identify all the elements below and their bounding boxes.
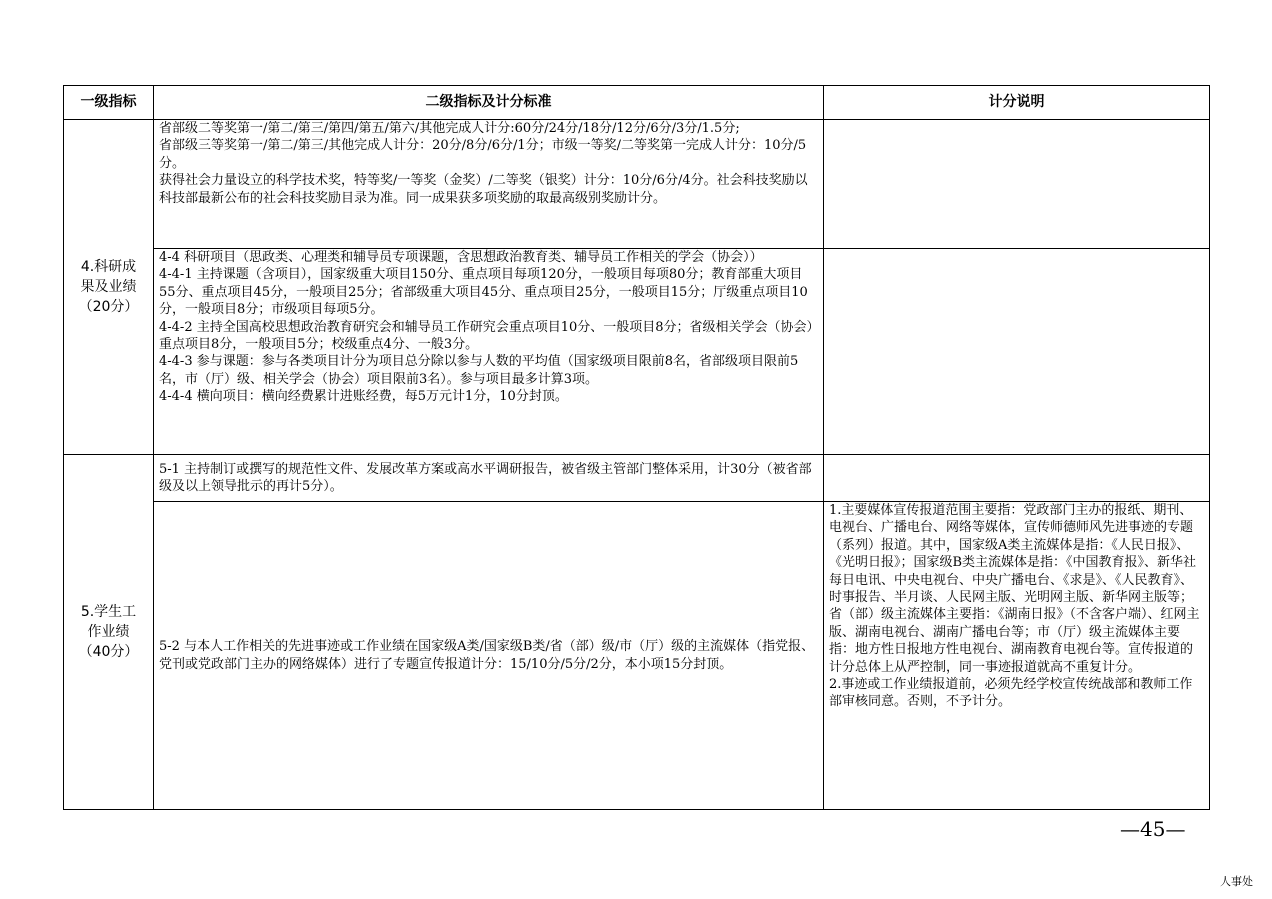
section5-label-line2: 作业绩 — [87, 624, 130, 640]
table-row — [64, 502, 1210, 810]
section4-row-b-criteria — [154, 249, 824, 455]
scoring-table — [63, 85, 1210, 810]
section4-label-line1: 4.科研成 — [80, 259, 137, 275]
paragraph: 4-4-4 横向项目：横向经费累计进账经费，每5万元计1分，10分封顶。 — [159, 389, 568, 405]
table-row — [64, 249, 1210, 455]
paragraph: 4-4-2 主持全国高校思想政治教育研究会和辅导员工作研究会重点项目10分、一般项目8分；省级相关学会（协会）重点项目8分，一般项目5分；校级重点4分、一般3分。 — [159, 319, 814, 353]
table-row — [64, 455, 1210, 502]
section4-row-b-notes — [824, 249, 1210, 455]
paragraph: 省部级二等奖第一/第二/第三/第四/第五/第六/其他完成人计分:60分/24分/18分/12分/6分/3分/1.5分; — [159, 121, 740, 136]
section4-row-a-criteria — [154, 120, 824, 249]
paragraph: 省部级三等奖第一/第二/第三/其他完成人计分：20分/8分/6分/1分；市级一等奖/二等奖第一完成人计分：10分/5分。 — [159, 138, 807, 171]
paragraph: 2.事迹或工作业绩报道前，必须先经学校宣传统战部和教师工作部审核同意。否则，不予计分。 — [829, 677, 1193, 710]
table-row — [64, 120, 1210, 249]
section5-row-a-notes — [824, 455, 1210, 502]
paragraph: 5-2 与本人工作相关的先进事迹或工作业绩在国家级A类/国家级B类/省（部）级/市（厅）级的主流媒体（指党报、党刊或党政部门主办的网络媒体）进行了专题宣传报道计分：15/10分/5分/2分，本小项15分封顶。 — [159, 639, 815, 672]
department-stamp: 人事处 — [1220, 875, 1253, 888]
paragraph: 1.主要媒体宣传报道范围主要指：党政部门主办的报纸、期刊、电视台、广播电台、网络等媒体，宣传师德师风先进事迹的专题（系列）报道。其中，国家级A类主流媒体是指：《人民日报》、《光明日报》；国家级B类主流媒体是指：《中国教育报》、新华社每日电讯、中央电视台、中央广播电台、《求是》、《人民教育》、时事报告、半月谈、人民网主版、光明网主版、新华网主版等； — [829, 503, 1197, 606]
paragraph: 获得社会力量设立的科学技术奖，特等奖/一等奖（金奖）/二等奖（银奖）计分：10分/6分/4分。社会科技奖励以科技部最新公布的社会科技奖励目录为准。同一成果获多项奖励的取最高级别奖励计分。 — [159, 173, 808, 206]
section4-label-line2: 果及业绩 — [80, 279, 137, 295]
paragraph: 4-4-3 参与课题：参与各类项目计分为项目总分除以参与人数的平均值（国家级项目限前8名，省部级项目限前5名，市（厅）级、相关学会（协会）项目限前3名）。参与项目最多计算3项。 — [159, 354, 799, 387]
paragraph: 5-1 主持制订或撰写的规范性文件、发展改革方案或高水平调研报告，被省级主管部门整体采用，计30分（被省部级及以上领导批示的再计5分）。 — [159, 461, 812, 494]
table-header-row — [64, 86, 1210, 120]
section5-row-b-notes — [824, 502, 1210, 810]
section4-row-a-notes — [824, 120, 1210, 249]
section5-label-line1: 5.学生工 — [80, 604, 137, 620]
paragraph: 4-4-1 主持课题（含项目），国家级重大项目150分、重点项目每项120分，一般项目每项80分；教育部重大项目55分、重点项目45分，一般项目25分；省部级重大项目45分、重点项目25分，一般项目15分；厅级重点项目10分，一般项目8分；市级项目每项5分。 — [159, 267, 808, 318]
section5-label-line3: （40分） — [78, 644, 139, 660]
paragraph: 省（部）级主流媒体主要指：《湖南日报》（不含客户端）、红网主版、湖南电视台、湖南广播电台等；市（厅）级主流媒体主要指：地方性日报地方性电视台、湖南教育电视台等。宣传报道的计分总体上从严控制，同一事迹报道就高不重复计分。 — [829, 607, 1200, 675]
section4-label — [64, 120, 154, 455]
header-level2: 二级指标及计分标准 — [154, 86, 824, 120]
section5-row-b-criteria — [154, 502, 824, 810]
header-notes: 计分说明 — [824, 86, 1210, 120]
section5-label — [64, 455, 154, 810]
paragraph: 4-4 科研项目（思政类、心理类和辅导员专项课题，含思想政治教育类、辅导员工作相关的学会（协会）） — [159, 250, 763, 265]
section4-label-line3: （20分） — [78, 299, 139, 315]
section5-row-a-criteria — [154, 455, 824, 502]
page-number: —45— — [1120, 817, 1186, 841]
header-level1: 一级指标 — [64, 86, 154, 120]
